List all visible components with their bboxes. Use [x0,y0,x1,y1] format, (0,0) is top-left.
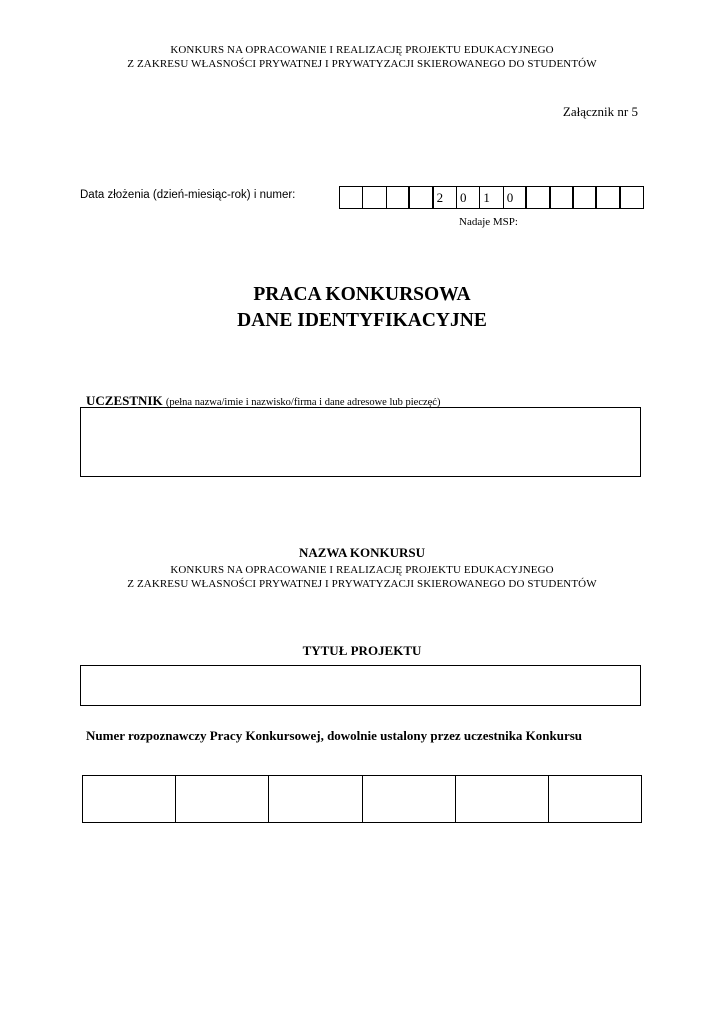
identifier-cell[interactable] [363,776,456,822]
date-box[interactable]: 1 [480,186,503,209]
date-box[interactable] [387,186,410,209]
contest-heading: NAZWA KONKURSU [298,545,426,560]
page-title: PRACA KONKURSOWA [253,284,471,305]
participant-field[interactable] [80,407,641,477]
submission-date-boxes[interactable] [339,186,644,209]
identifier-cell[interactable] [83,776,176,822]
date-box[interactable]: 0 [504,186,527,209]
contest-name-line-2: Z ZAKRESU WŁASNOŚCI PRYWATNEJ I PRYWATYZACJI SKIEROWANEGO DO STUDENTÓW [127,578,597,590]
date-box[interactable] [621,186,644,209]
submission-date-label: Data złożenia (dzień-miesiąc-rok) i numer: [80,189,296,201]
date-box[interactable] [597,186,620,209]
identifier-cell[interactable] [456,776,549,822]
assigned-by-note: Nadaje MSP: [459,216,518,228]
attachment-number: Załącznik nr 5 [562,104,638,119]
contest-name-line-1: KONKURS NA OPRACOWANIE I REALIZACJĘ PROJEKTU EDUKACYJNEGO [170,564,554,576]
date-box[interactable] [527,186,550,209]
header-line-1: KONKURS NA OPRACOWANIE I REALIZACJĘ PROJEKTU EDUKACYJNEGO [170,44,554,56]
date-box[interactable] [410,186,433,209]
date-box[interactable] [340,186,363,209]
identifier-grid[interactable] [82,775,642,823]
identifier-label: Numer rozpoznawczy Pracy Konkursowej, dowolnie ustalony przez uczestnika Konkursu [86,728,583,743]
project-title-field[interactable] [80,665,641,706]
participant-label-text: UCZESTNIK [86,393,163,408]
project-title-heading: TYTUŁ PROJEKTU [302,643,422,658]
participant-hint: (pełna nazwa/imie i nazwisko/firma i dane adresowe lub pieczęć) [165,397,441,408]
identifier-cell[interactable] [549,776,641,822]
identifier-cell[interactable] [176,776,269,822]
header-line-2: Z ZAKRESU WŁASNOŚCI PRYWATNEJ I PRYWATYZACJI SKIEROWANEGO DO STUDENTÓW [127,58,597,70]
date-box[interactable] [551,186,574,209]
date-box[interactable]: 2 [434,186,457,209]
date-box[interactable] [363,186,386,209]
page-subtitle: DANE IDENTYFIKACYJNE [237,310,487,331]
date-box[interactable]: 0 [457,186,480,209]
identifier-cell[interactable] [269,776,362,822]
date-box[interactable] [574,186,597,209]
